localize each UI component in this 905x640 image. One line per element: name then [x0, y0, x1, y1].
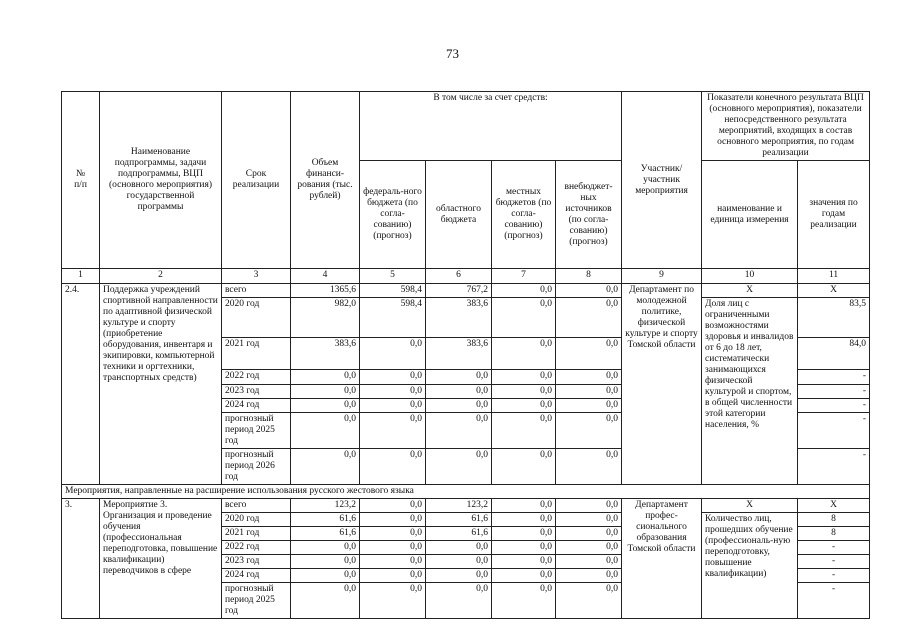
- period-cell: прогнозный период 2025 год: [222, 413, 291, 449]
- local-cell: 0,0: [492, 555, 556, 569]
- period-cell: 2022 год: [222, 541, 291, 555]
- extra-cell: 0,0: [556, 513, 622, 527]
- table-row: [62, 284, 870, 298]
- period-cell: 2021 год: [222, 338, 291, 370]
- federal-cell: 0,0: [360, 399, 426, 413]
- col-number: 9: [622, 269, 702, 284]
- period-cell: 2024 год: [222, 399, 291, 413]
- block1-num: 2.4.: [62, 284, 100, 485]
- program-table: [61, 91, 870, 619]
- extra-cell: 0,0: [556, 298, 622, 338]
- local-cell: 0,0: [492, 527, 556, 541]
- total-cell: 0,0: [291, 541, 360, 555]
- block2-name: Мероприятие 3. Организация и проведение обучения (профессиональная переподготовка, повышение квалификации) переводчиков в сфере: [100, 499, 222, 619]
- extra-cell: 0,0: [556, 413, 622, 449]
- section-row: [62, 485, 870, 499]
- local-cell: 0,0: [492, 541, 556, 555]
- extra-cell: 0,0: [556, 541, 622, 555]
- period-cell: 2023 год: [222, 385, 291, 399]
- local-cell: 0,0: [492, 449, 556, 485]
- indicator-name-cell: X: [702, 284, 798, 298]
- col-number: 10: [702, 269, 798, 284]
- extra-cell: 0,0: [556, 569, 622, 583]
- extra-cell: 0,0: [556, 338, 622, 370]
- value-cell: -: [798, 555, 870, 569]
- regional-cell: 0,0: [426, 413, 492, 449]
- block2-num: 3.: [62, 499, 100, 619]
- value-cell: -: [798, 399, 870, 413]
- regional-cell: 767,2: [426, 284, 492, 298]
- federal-cell: 0,0: [360, 555, 426, 569]
- local-cell: 0,0: [492, 284, 556, 298]
- extra-cell: 0,0: [556, 449, 622, 485]
- regional-cell: 0,0: [426, 541, 492, 555]
- period-cell: 2020 год: [222, 298, 291, 338]
- column-numbers-row: [62, 269, 870, 284]
- extra-cell: 0,0: [556, 527, 622, 541]
- header-participant: Участник/ участник мероприятия: [622, 92, 702, 269]
- total-cell: 0,0: [291, 555, 360, 569]
- value-cell: -: [798, 385, 870, 399]
- value-cell: 8: [798, 513, 870, 527]
- regional-cell: 0,0: [426, 370, 492, 385]
- col-number: 6: [426, 269, 492, 284]
- regional-cell: 0,0: [426, 555, 492, 569]
- federal-cell: 0,0: [360, 583, 426, 619]
- header-num: № п/п: [62, 92, 100, 269]
- regional-cell: 61,6: [426, 513, 492, 527]
- value-cell: 84,0: [798, 338, 870, 370]
- total-cell: 0,0: [291, 569, 360, 583]
- total-cell: 0,0: [291, 370, 360, 385]
- extra-cell: 0,0: [556, 284, 622, 298]
- col-number: 7: [492, 269, 556, 284]
- total-cell: 0,0: [291, 385, 360, 399]
- total-cell: 61,6: [291, 513, 360, 527]
- period-cell: 2020 год: [222, 513, 291, 527]
- local-cell: 0,0: [492, 399, 556, 413]
- extra-cell: 0,0: [556, 555, 622, 569]
- block1-name: Поддержка учреждений спортивной направленности по адаптивной физической культуре и спорту (приобретение оборудования, инвентаря и экипировки, компьютерной техники и оргтехники, транспортных средств): [100, 284, 222, 485]
- col-number: 3: [222, 269, 291, 284]
- block2-participant: Департамент профес-сионального образования Томской области: [622, 499, 702, 619]
- regional-cell: 0,0: [426, 583, 492, 619]
- value-cell: -: [798, 449, 870, 485]
- regional-cell: 61,6: [426, 527, 492, 541]
- header-funding-group: В том числе за счет средств:: [360, 92, 622, 161]
- col-number: 5: [360, 269, 426, 284]
- total-cell: 123,2: [291, 499, 360, 513]
- total-cell: 0,0: [291, 449, 360, 485]
- value-cell: -: [798, 413, 870, 449]
- regional-cell: 383,6: [426, 338, 492, 370]
- period-cell: всего: [222, 284, 291, 298]
- value-cell: 83,5: [798, 298, 870, 338]
- federal-cell: 0,0: [360, 338, 426, 370]
- header-federal: федераль-ного бюджета (по согла-сованию) (прогноз): [360, 161, 426, 269]
- total-cell: 0,0: [291, 413, 360, 449]
- page-number: 73: [446, 46, 459, 61]
- local-cell: 0,0: [492, 513, 556, 527]
- regional-cell: 0,0: [426, 569, 492, 583]
- period-cell: прогнозный период 2025 год: [222, 583, 291, 619]
- total-cell: 982,0: [291, 298, 360, 338]
- total-cell: 1365,6: [291, 284, 360, 298]
- value-cell: X: [798, 284, 870, 298]
- header-regional: областного бюджета: [426, 161, 492, 269]
- federal-cell: 0,0: [360, 527, 426, 541]
- header-total: Объем финанси-рования (тыс. рублей): [291, 92, 360, 269]
- federal-cell: 0,0: [360, 385, 426, 399]
- regional-cell: 0,0: [426, 449, 492, 485]
- federal-cell: 598,4: [360, 284, 426, 298]
- block2-indicator: Количество лиц, прошедших обучение (профессиональ-ную переподготовку, повышение квалификации): [702, 513, 798, 619]
- federal-cell: 0,0: [360, 413, 426, 449]
- col-number: 8: [556, 269, 622, 284]
- total-cell: 61,6: [291, 527, 360, 541]
- col-number: 4: [291, 269, 360, 284]
- header-indicator-values: значения по годам реализации: [798, 161, 870, 269]
- period-cell: всего: [222, 499, 291, 513]
- period-cell: 2023 год: [222, 555, 291, 569]
- federal-cell: 0,0: [360, 449, 426, 485]
- federal-cell: 0,0: [360, 370, 426, 385]
- period-cell: 2021 год: [222, 527, 291, 541]
- col-number: 2: [100, 269, 222, 284]
- period-cell: прогнозный период 2026 год: [222, 449, 291, 485]
- header-indicators-group: Показатели конечного результата ВЦП (основного мероприятия), показатели непосредственного результата мероприятий, входящих в состав основного мероприятия, по годам реализации: [702, 92, 870, 161]
- local-cell: 0,0: [492, 385, 556, 399]
- value-cell: -: [798, 583, 870, 619]
- federal-cell: 0,0: [360, 541, 426, 555]
- local-cell: 0,0: [492, 499, 556, 513]
- regional-cell: 0,0: [426, 399, 492, 413]
- regional-cell: 123,2: [426, 499, 492, 513]
- regional-cell: 383,6: [426, 298, 492, 338]
- value-cell: 8: [798, 527, 870, 541]
- local-cell: 0,0: [492, 338, 556, 370]
- federal-cell: 0,0: [360, 569, 426, 583]
- value-cell: -: [798, 569, 870, 583]
- col-number: 1: [62, 269, 100, 284]
- header-local: местных бюджетов (по согла-сованию) (прогноз): [492, 161, 556, 269]
- local-cell: 0,0: [492, 370, 556, 385]
- federal-cell: 0,0: [360, 499, 426, 513]
- local-cell: 0,0: [492, 298, 556, 338]
- local-cell: 0,0: [492, 569, 556, 583]
- value-cell: X: [798, 499, 870, 513]
- total-cell: 383,6: [291, 338, 360, 370]
- extra-cell: 0,0: [556, 385, 622, 399]
- header-extra: внебюджет-ных источников (по согла-сованию) (прогноз): [556, 161, 622, 269]
- period-cell: 2022 год: [222, 370, 291, 385]
- federal-cell: 0,0: [360, 513, 426, 527]
- local-cell: 0,0: [492, 413, 556, 449]
- section-title: Мероприятия, направленные на расширение использования русского жестового языка: [62, 485, 870, 499]
- extra-cell: 0,0: [556, 583, 622, 619]
- header-indicator-name: наименование и единица измерения: [702, 161, 798, 269]
- col-number: 11: [798, 269, 870, 284]
- value-cell: -: [798, 541, 870, 555]
- regional-cell: 0,0: [426, 385, 492, 399]
- value-cell: -: [798, 370, 870, 385]
- federal-cell: 598,4: [360, 298, 426, 338]
- total-cell: 0,0: [291, 583, 360, 619]
- extra-cell: 0,0: [556, 399, 622, 413]
- period-cell: 2024 год: [222, 569, 291, 583]
- block1-participant: Департамент по молодежной политике, физической культуре и спорту Томской области: [622, 284, 702, 485]
- extra-cell: 0,0: [556, 370, 622, 385]
- local-cell: 0,0: [492, 583, 556, 619]
- indicator-name-cell: X: [702, 499, 798, 513]
- block1-indicator: Доля лиц с ограниченными возможностями здоровья и инвалидов от 6 до 18 лет, систематически занимающихся физической культурой и спортом, в общей численности этой категории населения, %: [702, 298, 798, 485]
- total-cell: 0,0: [291, 399, 360, 413]
- header-name: Наименование подпрограммы, задачи подпрограммы, ВЦП (основного мероприятия) государственной программы: [100, 92, 222, 269]
- extra-cell: 0,0: [556, 499, 622, 513]
- header-period: Срок реализации: [222, 92, 291, 269]
- table-row: [62, 499, 870, 513]
